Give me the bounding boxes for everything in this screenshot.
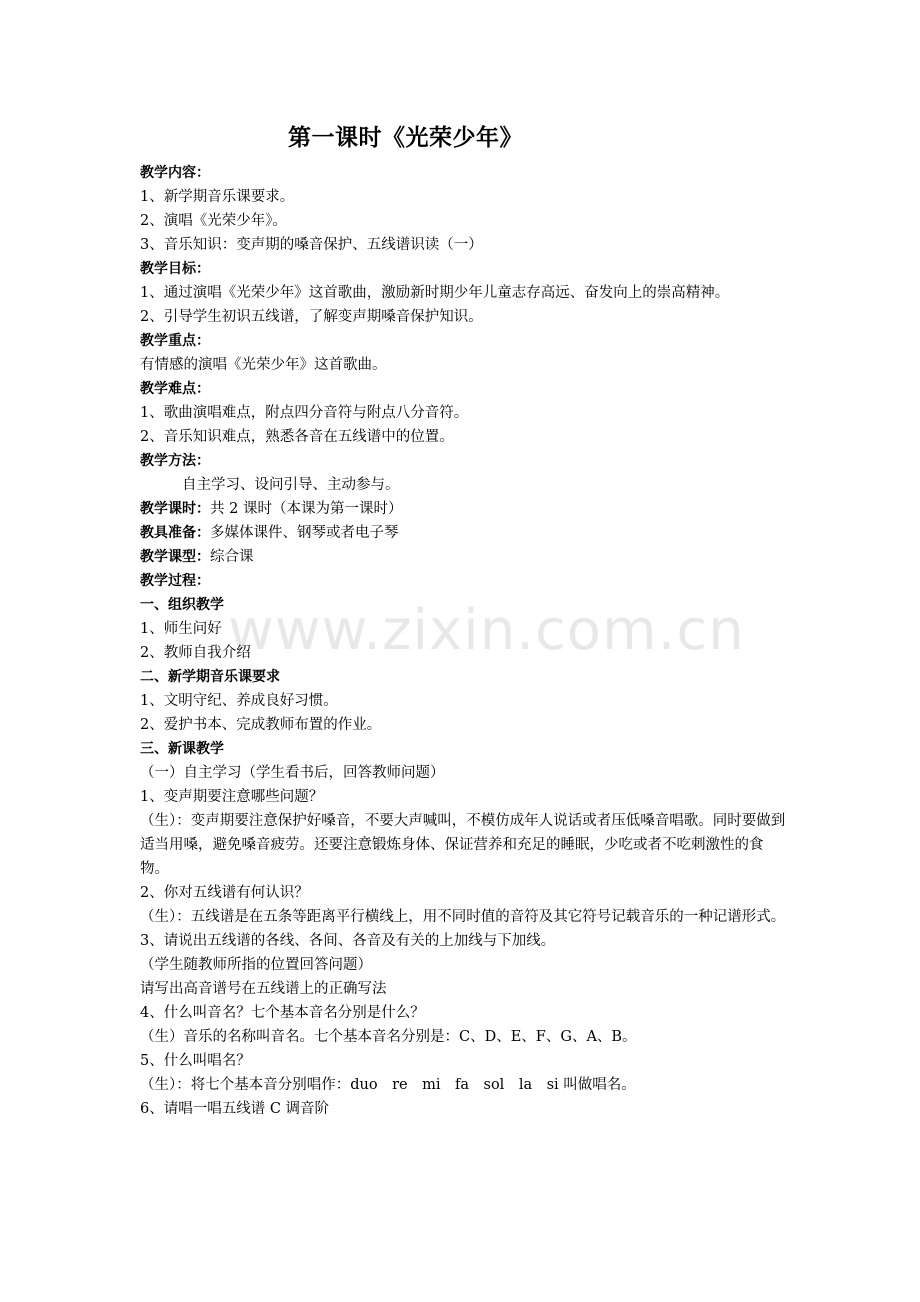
heading-text: 教学内容： xyxy=(140,165,210,181)
page-title: 第一课时《光荣少年》 xyxy=(288,125,523,151)
section-heading xyxy=(140,569,788,593)
text-line xyxy=(140,521,788,545)
heading-text: 三、新课教学 xyxy=(140,741,224,757)
line-text: 3、音乐知识：变声期的嗓音保护、五线谱识读（一） xyxy=(140,237,483,253)
section-heading xyxy=(140,665,788,689)
text-line xyxy=(140,185,788,209)
line-text: 2、你对五线谱有何认识？ xyxy=(140,885,309,901)
field-label: 教学课型： xyxy=(140,549,210,565)
line-text: 2、演唱《光荣少年》。 xyxy=(140,213,287,229)
line-text: 2、爱护书本、完成教师布置的作业。 xyxy=(140,717,382,733)
section-heading xyxy=(140,449,788,473)
heading-text: 教学重点： xyxy=(140,333,210,349)
section-heading xyxy=(140,257,788,281)
text-line xyxy=(140,881,788,905)
field-label: 教具准备： xyxy=(140,525,210,541)
document-body xyxy=(140,161,788,1121)
watermark: www.zixin.com.cn xyxy=(228,598,745,663)
field-value: 多媒体课件、钢琴或者电子琴 xyxy=(210,525,399,541)
line-text: 4、什么叫音名？七个基本音名分别是什么？ xyxy=(140,1005,425,1021)
heading-text: 教学难点： xyxy=(140,381,210,397)
line-text: 3、请说出五线谱的各线、各间、各音及有关的上加线与下加线。 xyxy=(140,933,556,949)
text-line xyxy=(140,1097,788,1121)
text-line xyxy=(140,1001,788,1025)
text-line xyxy=(140,425,788,449)
section-heading xyxy=(140,329,788,353)
text-line xyxy=(140,1049,788,1073)
field-label: 教学课时： xyxy=(140,501,210,517)
text-line xyxy=(140,713,788,737)
line-text: （生）：变声期要注意保护好嗓音，不要大声喊叫，不模仿成年人说话或者压低嗓音唱歌。同时要做到适当用嗓，避免嗓音疲劳。还要注意锻炼身体、保证营养和充足的睡眠，少吃或者不吃刺激性的食物。 xyxy=(140,813,786,877)
section-heading xyxy=(140,737,788,761)
section-heading xyxy=(140,377,788,401)
text-line xyxy=(140,305,788,329)
text-line xyxy=(140,785,788,809)
line-text: 1、变声期要注意哪些问题？ xyxy=(140,789,324,805)
line-text: （学生随教师所指的位置回答问题） xyxy=(140,957,372,973)
text-line xyxy=(140,401,788,425)
text-line xyxy=(140,689,788,713)
text-line xyxy=(140,809,788,881)
line-text: 1、师生问好 xyxy=(140,621,222,637)
text-line xyxy=(140,617,788,641)
text-line xyxy=(140,473,788,497)
line-text: 2、引导学生初识五线谱，了解变声期嗓音保护知识。 xyxy=(140,309,483,325)
field-value: 综合课 xyxy=(210,549,254,565)
line-text: 2、教师自我介绍 xyxy=(140,645,251,661)
section-heading xyxy=(140,161,788,185)
heading-text: 教学方法： xyxy=(140,453,210,469)
field-value: 共 2 课时（本课为第一课时） xyxy=(210,501,403,517)
line-text: （生）：五线谱是在五条等距离平行横线上，用不同时值的音符及其它符号记载音乐的一种记谱形式。 xyxy=(140,909,786,925)
line-text: 1、文明守纪、养成良好习惯。 xyxy=(140,693,338,709)
heading-text: 教学目标： xyxy=(140,261,210,277)
line-text: 1、新学期音乐课要求。 xyxy=(140,189,295,205)
line-text: 自主学习、设问引导、主动参与。 xyxy=(182,477,400,493)
text-line xyxy=(140,977,788,1001)
heading-text: 一、组织教学 xyxy=(140,597,224,613)
text-line xyxy=(140,353,788,377)
text-line xyxy=(140,233,788,257)
line-text: 2、音乐知识难点，熟悉各音在五线谱中的位置。 xyxy=(140,429,454,445)
heading-text: 二、新学期音乐课要求 xyxy=(140,669,280,685)
text-line xyxy=(140,545,788,569)
text-line xyxy=(140,761,788,785)
line-text: 6、请唱一唱五线谱 C 调音阶 xyxy=(140,1101,330,1117)
text-line xyxy=(140,497,788,521)
text-line xyxy=(140,641,788,665)
text-line xyxy=(140,281,788,305)
line-text: （生）：将七个基本音分别唱作：duo re mi fa sol la si 叫做唱名。 xyxy=(140,1077,636,1093)
text-line xyxy=(140,905,788,929)
text-line xyxy=(140,1073,788,1097)
line-text: 请写出高音谱号在五线谱上的正确写法 xyxy=(140,981,387,997)
text-line xyxy=(140,1025,788,1049)
text-line xyxy=(140,929,788,953)
line-text: （生）音乐的名称叫音名。七个基本音名分别是：C、D、E、F、G、A、B。 xyxy=(140,1029,637,1045)
text-line xyxy=(140,953,788,977)
line-text: 1、歌曲演唱难点，附点四分音符与附点八分音符。 xyxy=(140,405,469,421)
line-text: 1、通过演唱《光荣少年》这首歌曲，激励新时期少年儿童志存高远、奋发向上的崇高精神。 xyxy=(140,285,730,301)
text-line xyxy=(140,209,788,233)
heading-text: 教学过程： xyxy=(140,573,210,589)
section-heading xyxy=(140,593,788,617)
line-text: 有情感的演唱《光荣少年》这首歌曲。 xyxy=(140,357,387,373)
line-text: （一）自主学习（学生看书后，回答教师问题） xyxy=(140,765,445,781)
line-text: 5、什么叫唱名？ xyxy=(140,1053,251,1069)
